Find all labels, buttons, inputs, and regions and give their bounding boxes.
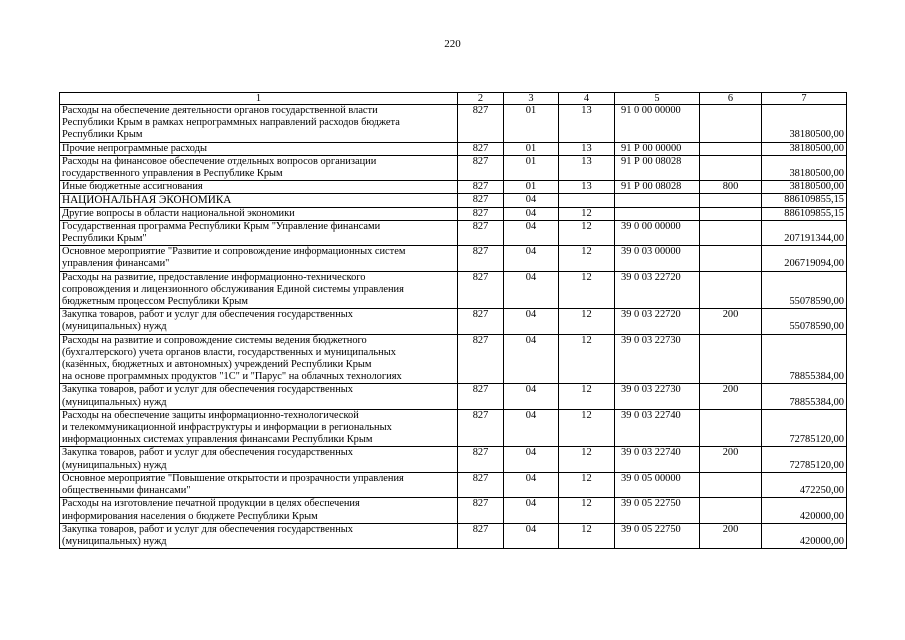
row-name-cell-text: Иные бюджетные ассигнования xyxy=(62,181,203,193)
row-name-cell-text: Расходы на изготовление печатной продукции в целях обеспечения информирования населения о бюджете Республики Крым xyxy=(62,498,360,522)
row-vr-cell xyxy=(700,409,762,447)
row-rz-cell xyxy=(504,384,559,409)
row-rz-cell-text: 04 xyxy=(525,498,537,510)
row-name-cell-text: Закупка товаров, работ и услуг для обеспечения государственных (муниципальных) нужд xyxy=(62,447,353,471)
header-cell-4: 4 xyxy=(559,93,615,105)
row-gr-cell xyxy=(458,194,504,207)
row-rz-cell-text: 04 xyxy=(525,409,537,421)
row-rz-cell xyxy=(504,498,559,523)
row-gr-cell-text: 827 xyxy=(472,472,489,484)
table-row xyxy=(60,105,847,143)
row-csr-cell xyxy=(615,142,700,155)
row-vr-cell xyxy=(700,142,762,155)
row-rz-cell xyxy=(504,105,559,143)
row-gr-cell-text: 827 xyxy=(472,334,489,346)
row-vr-cell xyxy=(700,207,762,220)
row-pr-cell xyxy=(559,271,615,309)
row-gr-cell xyxy=(458,447,504,472)
row-name-cell xyxy=(60,194,458,207)
row-sum-cell xyxy=(762,194,847,207)
row-csr-cell xyxy=(615,498,700,523)
row-csr-cell-text: 39 0 03 22740 xyxy=(621,409,681,421)
row-gr-cell xyxy=(458,271,504,309)
row-sum-cell xyxy=(762,271,847,309)
row-sum-cell-text: 38180500,00 xyxy=(789,181,844,193)
row-csr-cell-text: 91 Р 00 08028 xyxy=(621,181,682,193)
row-sum-cell xyxy=(762,384,847,409)
row-vr-cell xyxy=(700,334,762,384)
row-pr-cell xyxy=(559,181,615,194)
row-sum-cell xyxy=(762,181,847,194)
row-rz-cell xyxy=(504,142,559,155)
row-name-cell-text: Расходы на обеспечение деятельности органов государственной власти Республики Крым в рамках непрограммных направлений расходов бюджета Республики Крым xyxy=(62,105,400,141)
row-name-cell xyxy=(60,447,458,472)
row-vr-cell xyxy=(700,220,762,245)
row-name-cell xyxy=(60,498,458,523)
row-sum-cell xyxy=(762,498,847,523)
row-csr-cell-text: 39 0 05 22750 xyxy=(621,523,681,535)
row-name-cell xyxy=(60,155,458,180)
row-sum-cell xyxy=(762,334,847,384)
row-pr-cell xyxy=(559,142,615,155)
table-row xyxy=(60,246,847,271)
row-pr-cell-text: 12 xyxy=(581,309,592,321)
row-sum-cell xyxy=(762,220,847,245)
row-name-cell-text: НАЦИОНАЛЬНАЯ ЭКОНОМИКА xyxy=(62,194,232,207)
row-gr-cell xyxy=(458,498,504,523)
row-csr-cell xyxy=(615,447,700,472)
row-sum-cell-text: 206719094,00 xyxy=(784,258,844,270)
row-pr-cell xyxy=(559,246,615,271)
row-gr-cell-text: 827 xyxy=(472,409,489,421)
row-name-cell xyxy=(60,309,458,334)
row-sum-cell-text: 38180500,00 xyxy=(789,142,844,154)
row-name-cell xyxy=(60,409,458,447)
row-pr-cell-text: 12 xyxy=(581,334,592,346)
row-gr-cell xyxy=(458,207,504,220)
row-rz-cell-text: 04 xyxy=(525,207,537,219)
row-pr-cell xyxy=(559,498,615,523)
row-vr-cell xyxy=(700,194,762,207)
row-rz-cell-text: 04 xyxy=(525,447,537,459)
row-sum-cell xyxy=(762,309,847,334)
row-sum-cell xyxy=(762,523,847,548)
row-name-cell xyxy=(60,181,458,194)
row-gr-cell xyxy=(458,472,504,497)
row-pr-cell xyxy=(559,220,615,245)
row-csr-cell-text: 39 0 03 22720 xyxy=(621,271,681,283)
row-rz-cell-text: 04 xyxy=(525,271,537,283)
row-name-cell xyxy=(60,105,458,143)
row-name-cell-text: Расходы на обеспечение защиты информационно-технологической и телекоммуникационной инфраструктуры и информации в региональных информационных системах управления финансами Республики Крым xyxy=(62,409,392,446)
row-gr-cell xyxy=(458,142,504,155)
row-gr-cell-text: 827 xyxy=(472,309,489,321)
row-sum-cell-text: 38180500,00 xyxy=(789,168,844,180)
row-name-cell xyxy=(60,142,458,155)
row-csr-cell-text: 91 0 00 00000 xyxy=(621,105,681,116)
row-gr-cell xyxy=(458,155,504,180)
row-gr-cell-text: 827 xyxy=(472,447,489,459)
row-gr-cell-text: 827 xyxy=(472,181,489,193)
row-sum-cell xyxy=(762,246,847,271)
row-csr-cell xyxy=(615,194,700,207)
row-vr-cell-text: 200 xyxy=(722,384,739,396)
row-pr-cell-text: 12 xyxy=(581,207,592,219)
header-cell-6: 6 xyxy=(700,93,762,105)
row-sum-cell-text: 78855384,00 xyxy=(789,396,844,408)
row-name-cell-text: Расходы на развитие и сопровождение системы ведения бюджетного (бухгалтерского) учета органов власти, государственных и муниципальных (казённых, бюджетных и автономных) учреждений Республики Крым на основе программных продуктов "1С" и "Парус" на облачных технологиях xyxy=(62,334,402,383)
row-gr-cell-text: 827 xyxy=(472,220,489,232)
row-rz-cell xyxy=(504,447,559,472)
row-rz-cell-text: 01 xyxy=(525,105,537,116)
row-csr-cell xyxy=(615,246,700,271)
row-pr-cell-text: 13 xyxy=(581,155,592,167)
row-rz-cell xyxy=(504,194,559,207)
header-cell-2: 2 xyxy=(458,93,504,105)
row-name-cell xyxy=(60,271,458,309)
row-csr-cell xyxy=(615,309,700,334)
row-gr-cell-text: 827 xyxy=(472,105,489,116)
table-row xyxy=(60,155,847,180)
row-rz-cell-text: 04 xyxy=(525,246,537,258)
row-rz-cell xyxy=(504,207,559,220)
row-sum-cell-text: 72785120,00 xyxy=(789,459,844,471)
row-sum-cell-text: 420000,00 xyxy=(799,535,844,547)
row-rz-cell-text: 01 xyxy=(525,142,537,154)
row-gr-cell-text: 827 xyxy=(472,155,489,167)
row-rz-cell xyxy=(504,246,559,271)
row-sum-cell-text: 72785120,00 xyxy=(789,434,844,446)
table-row xyxy=(60,523,847,548)
row-sum-cell xyxy=(762,409,847,447)
row-csr-cell xyxy=(615,181,700,194)
row-gr-cell xyxy=(458,523,504,548)
row-csr-cell xyxy=(615,155,700,180)
row-csr-cell-text: 39 0 03 22740 xyxy=(621,447,681,459)
row-sum-cell-text: 78855384,00 xyxy=(789,371,844,383)
row-csr-cell xyxy=(615,271,700,309)
row-vr-cell-text: 200 xyxy=(722,523,739,535)
row-vr-cell xyxy=(700,155,762,180)
row-csr-cell xyxy=(615,105,700,143)
row-pr-cell-text: 12 xyxy=(581,472,592,484)
row-sum-cell xyxy=(762,207,847,220)
row-csr-cell-text: 39 0 05 22750 xyxy=(621,498,681,510)
table-row xyxy=(60,498,847,523)
row-name-cell xyxy=(60,246,458,271)
row-csr-cell xyxy=(615,523,700,548)
row-name-cell xyxy=(60,334,458,384)
row-name-cell xyxy=(60,523,458,548)
row-csr-cell-text: 91 Р 00 00000 xyxy=(621,142,682,154)
table-row xyxy=(60,194,847,207)
row-pr-cell xyxy=(559,472,615,497)
row-pr-cell xyxy=(559,309,615,334)
table-header-row xyxy=(60,93,847,105)
row-pr-cell-text: 13 xyxy=(581,105,592,116)
row-pr-cell-text: 12 xyxy=(581,447,592,459)
row-sum-cell xyxy=(762,142,847,155)
row-pr-cell-text: 12 xyxy=(581,409,592,421)
table-row xyxy=(60,142,847,155)
row-sum-cell-text: 420000,00 xyxy=(799,510,844,522)
row-pr-cell-text: 12 xyxy=(581,523,592,535)
table-row xyxy=(60,181,847,194)
row-csr-cell-text: 39 0 03 00000 xyxy=(621,246,681,258)
row-vr-cell xyxy=(700,105,762,143)
row-gr-cell xyxy=(458,246,504,271)
row-name-cell-text: Прочие непрограммные расходы xyxy=(62,142,207,154)
row-sum-cell xyxy=(762,447,847,472)
row-rz-cell-text: 04 xyxy=(525,194,537,206)
row-gr-cell-text: 827 xyxy=(472,523,489,535)
row-pr-cell-text: 13 xyxy=(581,181,592,193)
row-name-cell-text: Расходы на финансовое обеспечение отдельных вопросов организации государственного управления в Республике Крым xyxy=(62,155,377,180)
row-pr-cell-text: 12 xyxy=(581,384,592,396)
row-rz-cell xyxy=(504,334,559,384)
row-gr-cell-text: 827 xyxy=(472,498,489,510)
row-csr-cell xyxy=(615,207,700,220)
row-name-cell-text: Основное мероприятие "Повышение открытости и прозрачности управления общественными финансами" xyxy=(62,472,404,497)
row-vr-cell xyxy=(700,472,762,497)
row-gr-cell-text: 827 xyxy=(472,246,489,258)
row-vr-cell xyxy=(700,246,762,271)
row-vr-cell-text: 200 xyxy=(722,447,739,459)
row-name-cell-text: Закупка товаров, работ и услуг для обеспечения государственных (муниципальных) нужд xyxy=(62,384,353,408)
row-name-cell-text: Закупка товаров, работ и услуг для обеспечения государственных (муниципальных) нужд xyxy=(62,523,353,547)
row-pr-cell-text: 12 xyxy=(581,498,592,510)
row-rz-cell-text: 04 xyxy=(525,334,537,346)
row-pr-cell xyxy=(559,155,615,180)
row-sum-cell-text: 38180500,00 xyxy=(789,129,844,141)
row-rz-cell xyxy=(504,523,559,548)
row-sum-cell-text: 472250,00 xyxy=(799,485,844,497)
table-row xyxy=(60,334,847,384)
row-vr-cell-text: 800 xyxy=(722,181,739,193)
row-csr-cell xyxy=(615,409,700,447)
row-gr-cell-text: 827 xyxy=(472,271,489,283)
row-vr-cell xyxy=(700,181,762,194)
row-name-cell xyxy=(60,472,458,497)
row-vr-cell xyxy=(700,384,762,409)
budget-table xyxy=(59,92,847,549)
row-name-cell xyxy=(60,220,458,245)
row-gr-cell xyxy=(458,220,504,245)
row-rz-cell-text: 04 xyxy=(525,472,537,484)
row-rz-cell xyxy=(504,472,559,497)
table-row xyxy=(60,472,847,497)
table-row xyxy=(60,207,847,220)
row-sum-cell xyxy=(762,472,847,497)
row-vr-cell xyxy=(700,498,762,523)
row-pr-cell xyxy=(559,523,615,548)
row-name-cell-text: Основное мероприятие "Развитие и сопровождение информационных систем управления финансами" xyxy=(62,246,406,270)
row-gr-cell-text: 827 xyxy=(472,207,489,219)
row-rz-cell-text: 04 xyxy=(525,523,537,535)
row-name-cell-text: Другие вопросы в области национальной экономики xyxy=(62,207,295,219)
row-pr-cell xyxy=(559,409,615,447)
row-name-cell-text: Расходы на развитие, предоставление информационно-технического сопровождения и лицензионного обслуживания Единой системы управления бюджетным процессом Республики Крым xyxy=(62,271,404,308)
row-gr-cell-text: 827 xyxy=(472,384,489,396)
row-rz-cell xyxy=(504,309,559,334)
row-pr-cell-text: 12 xyxy=(581,246,592,258)
row-pr-cell-text: 12 xyxy=(581,271,592,283)
table-row xyxy=(60,384,847,409)
table-row xyxy=(60,409,847,447)
row-rz-cell-text: 04 xyxy=(525,384,537,396)
row-gr-cell-text: 827 xyxy=(472,142,489,154)
row-gr-cell-text: 827 xyxy=(472,194,489,206)
row-csr-cell xyxy=(615,472,700,497)
row-pr-cell xyxy=(559,334,615,384)
row-sum-cell-text: 55078590,00 xyxy=(789,321,844,333)
header-cell-7: 7 xyxy=(762,93,847,105)
row-name-cell xyxy=(60,207,458,220)
row-pr-cell xyxy=(559,447,615,472)
header-cell-3: 3 xyxy=(504,93,559,105)
row-rz-cell-text: 04 xyxy=(525,220,537,232)
row-pr-cell xyxy=(559,384,615,409)
row-name-cell-text: Государственная программа Республики Крым "Управление финансами Республики Крым" xyxy=(62,220,381,245)
row-sum-cell-text: 886109855,15 xyxy=(784,207,844,219)
row-rz-cell xyxy=(504,271,559,309)
row-csr-cell-text: 39 0 03 22730 xyxy=(621,334,681,346)
row-sum-cell-text: 55078590,00 xyxy=(789,296,844,308)
row-rz-cell xyxy=(504,220,559,245)
row-csr-cell-text: 39 0 00 00000 xyxy=(621,220,681,232)
table-row xyxy=(60,309,847,334)
row-gr-cell xyxy=(458,309,504,334)
row-rz-cell xyxy=(504,409,559,447)
row-pr-cell-text: 13 xyxy=(581,142,592,154)
row-csr-cell xyxy=(615,334,700,384)
row-csr-cell-text: 39 0 03 22720 xyxy=(621,309,681,321)
row-gr-cell xyxy=(458,181,504,194)
row-rz-cell-text: 04 xyxy=(525,309,537,321)
table-row xyxy=(60,271,847,309)
row-gr-cell xyxy=(458,384,504,409)
row-pr-cell xyxy=(559,207,615,220)
row-csr-cell-text: 91 Р 00 08028 xyxy=(621,155,682,167)
row-sum-cell xyxy=(762,105,847,143)
row-vr-cell xyxy=(700,447,762,472)
row-name-cell-text: Закупка товаров, работ и услуг для обеспечения государственных (муниципальных) нужд xyxy=(62,309,353,333)
row-name-cell xyxy=(60,384,458,409)
row-rz-cell-text: 01 xyxy=(525,155,537,167)
row-csr-cell-text: 39 0 03 22730 xyxy=(621,384,681,396)
header-cell-5: 5 xyxy=(615,93,700,105)
row-sum-cell-text: 886109855,15 xyxy=(784,194,844,206)
row-vr-cell xyxy=(700,271,762,309)
row-sum-cell xyxy=(762,155,847,180)
row-csr-cell xyxy=(615,220,700,245)
row-rz-cell xyxy=(504,155,559,180)
table-row xyxy=(60,447,847,472)
header-cell-1: 1 xyxy=(60,93,458,105)
row-pr-cell xyxy=(559,105,615,143)
row-gr-cell xyxy=(458,334,504,384)
row-sum-cell-text: 207191344,00 xyxy=(784,233,844,245)
page-number: 220 xyxy=(444,38,461,50)
row-rz-cell-text: 01 xyxy=(525,181,537,193)
row-pr-cell-text: 12 xyxy=(581,220,592,232)
row-rz-cell xyxy=(504,181,559,194)
row-pr-cell xyxy=(559,194,615,207)
row-gr-cell xyxy=(458,105,504,143)
row-csr-cell xyxy=(615,384,700,409)
row-vr-cell-text: 200 xyxy=(722,309,739,321)
row-gr-cell xyxy=(458,409,504,447)
row-vr-cell xyxy=(700,523,762,548)
table-row xyxy=(60,220,847,245)
row-vr-cell xyxy=(700,309,762,334)
row-csr-cell-text: 39 0 05 00000 xyxy=(621,472,681,484)
